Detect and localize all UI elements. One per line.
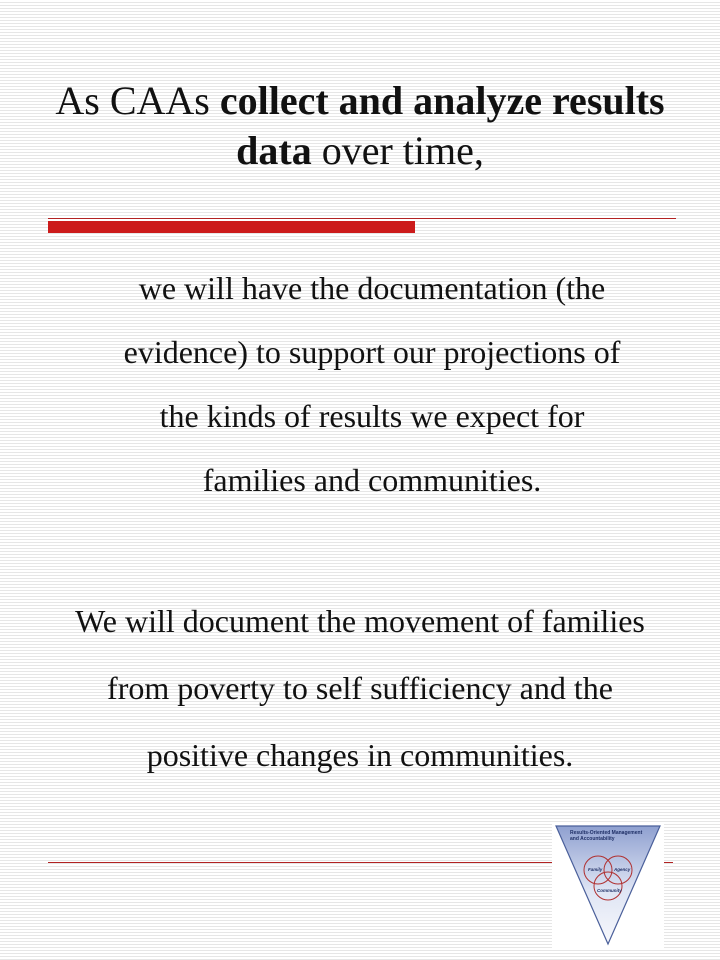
logo-label-community: Community [597,888,622,893]
title-text-bold: collect and analyze results data [219,78,665,173]
logo-label-agency: Agency [614,867,631,872]
title-text-part1: As CAAs [55,78,220,123]
roma-logo [552,824,664,948]
logo-heading-line2: and Accountability [570,836,615,842]
body-paragraph-1: we will have the documentation (the evidence) to support our projections of the kinds of results we expect for families and communities. [123,270,621,498]
title-divider-thin [48,218,676,219]
slide-title [40,76,680,176]
logo-label-family: Family [588,867,603,872]
logo-heading-line1: Results-Oriented Management [570,830,643,836]
title-divider-thick [48,221,415,233]
body-paragraph-2: We will document the movement of families from poverty to self sufficiency and the positive changes in communities. [75,603,645,773]
title-text-part2: over time, [311,128,484,173]
